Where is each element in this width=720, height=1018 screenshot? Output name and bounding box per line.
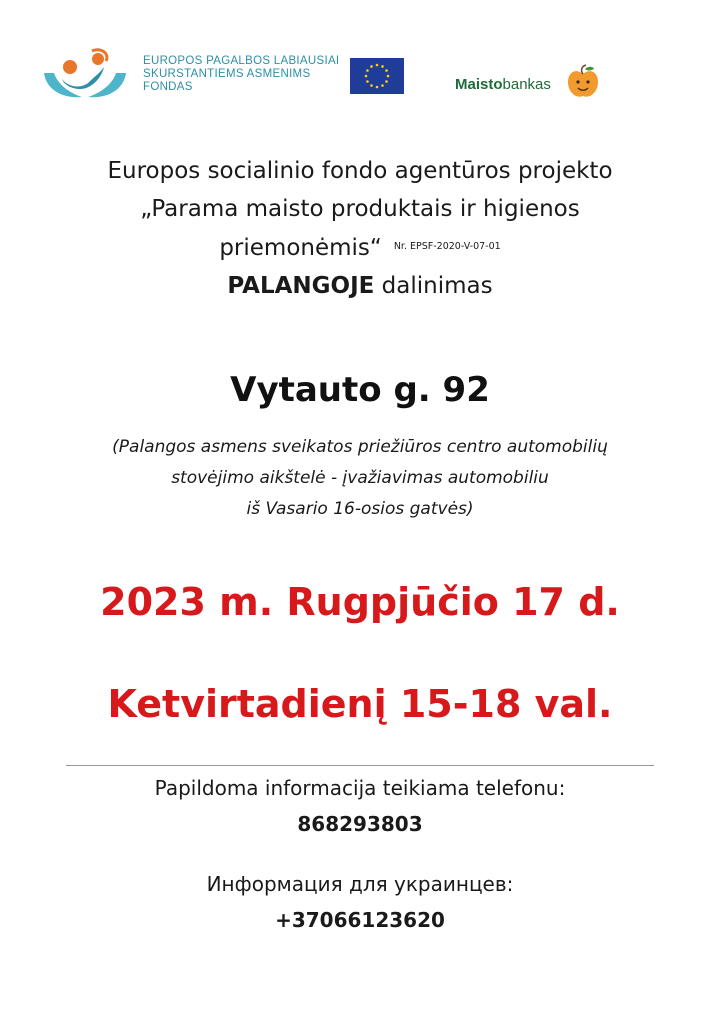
eu-star-icon [370,65,373,68]
divider [66,765,654,766]
maisto-bankas-logo-text [455,76,551,93]
address-note [0,432,720,525]
eu-star-icon [387,75,390,78]
fund-name-line: EUROPOS PAGALBOS LABIAUSIAI [143,55,340,67]
bank-name-bold: Maisto [455,76,503,93]
intro-line-3-text: priemonėmis“ [219,235,382,261]
intro-line-2: „Parama maisto produktais ir higienos [140,196,580,222]
city-name: PALANGOJE [227,273,375,299]
eu-star-icon [381,65,384,68]
project-number: Nr. EPSF-2020-V-07-01 [393,241,501,252]
project-intro [0,152,720,305]
fund-name-line: FONDAS [143,81,193,93]
eu-star-icon [370,84,373,87]
contact-info [0,770,720,842]
address-note-line: (Palangos asmens sveikatos priežiūros centro automobilių [112,437,608,457]
eu-star-icon [365,75,368,78]
eu-star-icon [376,86,379,89]
eu-star-icon [385,80,388,83]
intro-line-3 [0,228,720,267]
eu-star-icon [366,80,369,83]
fund-name-line: SKURSTANTIEMS ASMENIMS [143,68,311,80]
intro-line-1: Europos socialinio fondo agentūros projekto [107,158,613,184]
fund-name [143,55,353,94]
event-date: 2023 m. Rugpjūčio 17 d. [100,580,620,624]
fund-hands-logo-icon [40,45,130,103]
apple-icon [566,64,600,100]
bank-name-rest: bankas [502,76,551,93]
eu-star-icon [385,69,388,72]
ukrainian-contact-label: Информация для украинцев: [206,872,514,896]
city-suffix: dalinimas [374,273,493,299]
intro-line-4 [0,267,720,305]
eu-star-icon [366,69,369,72]
eu-star-icon [376,64,379,67]
event-time: Ketvirtadienį 15-18 val. [107,682,613,726]
eu-flag-icon [350,58,404,94]
address-note-line: iš Vasario 16-osios gatvės) [246,499,474,519]
contact-info-label: Papildoma informacija teikiama telefonu: [154,776,566,800]
contact-phone: 868293803 [297,812,423,836]
ukrainian-contact-info [0,866,720,938]
address-note-line: stovėjimo aikštelė - įvažiavimas automobiliu [171,468,549,488]
ukrainian-contact-phone: +37066123620 [275,908,445,932]
eu-star-icon [381,84,384,87]
address-heading: Vytauto g. 92 [230,370,490,410]
